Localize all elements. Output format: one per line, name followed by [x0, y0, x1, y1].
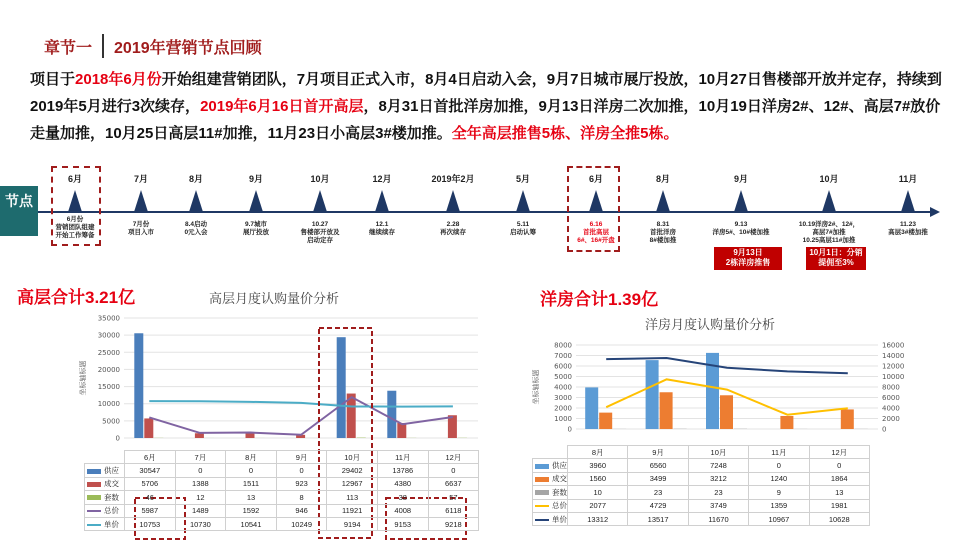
- data-label: 3960: [568, 459, 628, 472]
- chart2-title: 洋房月度认购量价分析: [645, 317, 776, 332]
- data-label: 13786: [377, 464, 428, 477]
- intro-text: ，8月31日首批洋房加推，9月13日洋房二次加推，10月19日洋房2#、12#、高层7#放价走量加推，10月25日高层11#加推，11月23日小高层3#楼加推。: [30, 98, 941, 142]
- data-label: 0: [749, 459, 809, 472]
- data-label: 46: [125, 491, 176, 504]
- data-label: 0: [809, 459, 869, 472]
- milestone-desc: 10.27 售楼部开放及 启动定存: [300, 221, 340, 244]
- highrise-summary: 高层合计3.21亿: [17, 288, 136, 307]
- data-label: 6637: [428, 477, 479, 490]
- milestone-month: 11月: [898, 174, 918, 184]
- table-row: [85, 477, 479, 490]
- x-tick-label: 8月: [226, 451, 277, 464]
- data-label: 1592: [226, 504, 277, 517]
- bar-供应: [337, 337, 346, 438]
- data-label: 10967: [749, 512, 809, 525]
- milestone-marker-icon: [189, 190, 203, 212]
- y-tick-label: 2000: [554, 404, 572, 413]
- bar-供应: [134, 333, 143, 438]
- intro-highlight: 2018年6月份: [75, 71, 162, 88]
- y-tick-label: 5000: [554, 373, 572, 381]
- x-tick-label: 10月: [327, 451, 378, 464]
- data-label: 10628: [809, 512, 869, 525]
- y-tick-label: 7000: [554, 352, 572, 360]
- milestone-month: 2019年2月: [431, 174, 475, 184]
- bar-供应: [387, 391, 396, 438]
- table-corner: [533, 446, 568, 459]
- data-label: 1388: [175, 477, 226, 490]
- data-label: 923: [276, 477, 327, 490]
- data-label: 1864: [809, 472, 869, 485]
- milestone-highlight-box: [51, 166, 101, 246]
- data-label: 1981: [809, 499, 869, 512]
- x-tick-label: 11月: [749, 446, 809, 459]
- data-label: 10249: [276, 517, 327, 530]
- table-row: [85, 491, 479, 504]
- data-label: 8: [276, 491, 327, 504]
- timeline-label: 节点: [0, 186, 38, 236]
- x-tick-label: 7月: [175, 451, 226, 464]
- milestone-10: [701, 172, 781, 236]
- y-tick-label: 20000: [97, 365, 120, 374]
- data-label: 13312: [568, 512, 628, 525]
- milestone-desc: 9.7城市 展厅投放: [243, 221, 269, 236]
- milestone-desc: 10.19洋房2#、12#， 高层7#加推 10.25高层11#加推: [798, 221, 860, 244]
- milestone-marker-icon: [313, 190, 327, 212]
- data-label: 5706: [125, 477, 176, 490]
- y-tick-label: 10000: [97, 400, 120, 409]
- data-label: 29402: [327, 464, 378, 477]
- milestone-marker-icon: [516, 190, 530, 212]
- data-label: 57: [428, 491, 479, 504]
- data-label: 946: [276, 504, 327, 517]
- bar-成交: [720, 395, 733, 429]
- y-tick-label: 15000: [97, 383, 120, 392]
- x-tick-label: 12月: [809, 446, 869, 459]
- data-label: 10730: [175, 517, 226, 530]
- bar-成交: [660, 392, 673, 429]
- y2-tick-label: 8000: [882, 383, 900, 392]
- bar-供应: [585, 387, 598, 429]
- legend-swatch: [535, 464, 549, 469]
- milestone-marker-icon: [734, 190, 748, 212]
- table-row: [85, 464, 479, 477]
- timeline-tag: 9月13日 2栋洋房推售: [714, 247, 782, 270]
- data-label: 3212: [688, 472, 748, 485]
- intro-highlight: 2019年6月16日首开高层: [200, 98, 364, 115]
- data-label: 38: [377, 491, 428, 504]
- data-label: 2077: [568, 499, 628, 512]
- y-tick-label: 5000: [102, 417, 120, 426]
- milestone-desc: 6月份 营销团队组建 开始工作筹备: [55, 216, 95, 239]
- timeline-arrow-icon: [930, 207, 940, 217]
- milestone-highlight-box: [567, 166, 620, 252]
- data-label: 113: [327, 491, 378, 504]
- milestone-marker-icon: [822, 190, 836, 212]
- legend-entry: 成交: [85, 477, 125, 490]
- bar-成交: [841, 409, 854, 429]
- chapter-label: 章节一: [44, 39, 93, 57]
- y2-tick-label: 14000: [882, 352, 905, 360]
- table-row: [533, 512, 870, 525]
- y-tick-label: 1000: [554, 415, 572, 423]
- data-label: 30547: [125, 464, 176, 477]
- data-label: 1560: [568, 472, 628, 485]
- data-label: 23: [688, 486, 748, 499]
- y-tick-label: 0: [567, 425, 572, 434]
- data-label: 10753: [125, 517, 176, 530]
- y-tick-label: 8000: [554, 341, 572, 350]
- y-tick-label: 35000: [97, 314, 120, 323]
- data-label: 1511: [226, 477, 277, 490]
- data-label: 9153: [377, 517, 428, 530]
- milestone-month: 12月: [372, 174, 392, 184]
- legend-swatch: [87, 482, 101, 487]
- y2-tick-label: 6000: [882, 394, 900, 402]
- y-tick-label: 30000: [97, 331, 120, 340]
- data-label: 4008: [377, 504, 428, 517]
- intro-highlight: 全年高层推售5栋、洋房全推5栋。: [451, 125, 679, 142]
- bar-成交: [195, 433, 204, 438]
- milestone-month: 8月: [655, 174, 670, 184]
- milestone-marker-icon: [656, 190, 670, 212]
- data-label: 6118: [428, 504, 479, 517]
- bar-成交: [599, 413, 612, 429]
- table-row: [533, 459, 870, 472]
- legend-swatch: [535, 519, 549, 521]
- x-tick-label: 11月: [377, 451, 428, 464]
- bar-成交: [780, 416, 793, 429]
- y-tick-label: 3000: [554, 394, 572, 402]
- y-tick-label: 4000: [554, 383, 572, 392]
- milestone-desc: 12.1 继续续存: [369, 221, 395, 236]
- milestone-month: 8月: [188, 174, 203, 184]
- data-label: 4729: [628, 499, 688, 512]
- table-row: [85, 504, 479, 517]
- y2-tick-label: 2000: [882, 415, 900, 423]
- y-axis-title: 坐标轴标题: [532, 369, 540, 405]
- data-label: 11921: [327, 504, 378, 517]
- milestone-month: 7月: [133, 174, 148, 184]
- milestone-desc: 8.4启动 0元入会: [184, 221, 208, 236]
- data-label: 4380: [377, 477, 428, 490]
- data-label: 1240: [749, 472, 809, 485]
- y-axis-title: 坐标轴标题: [79, 360, 87, 396]
- y2-tick-label: 16000: [882, 341, 905, 350]
- y2-tick-label: 10000: [882, 373, 905, 381]
- milestone-9: [623, 172, 703, 244]
- header-divider: [102, 34, 104, 58]
- legend-swatch: [87, 510, 101, 512]
- bar-成交: [397, 423, 406, 438]
- milestone-5: [342, 172, 422, 236]
- x-tick-label: 12月: [428, 451, 479, 464]
- x-tick-label: 10月: [688, 446, 748, 459]
- intro-text: 开始组建营销团队，7月项目正式入市，8月4日启动入会，9月7日城市展厅投放，10月27日售楼部开放并定存，持续到2019年5月进行3次续存，: [30, 71, 942, 115]
- milestone-month: 5月: [515, 174, 530, 184]
- section-header: [44, 35, 262, 57]
- data-label: 0: [276, 464, 327, 477]
- data-label: 3499: [628, 472, 688, 485]
- data-label: 9218: [428, 517, 479, 530]
- milestone-marker-icon: [446, 190, 460, 212]
- milestone-month: 10月: [819, 174, 839, 184]
- page-title: 2019年营销节点回顾: [114, 39, 262, 57]
- legend-swatch: [87, 524, 101, 526]
- milestone-month: 6月: [588, 174, 603, 184]
- bar-成交: [448, 415, 457, 438]
- table-row: [533, 486, 870, 499]
- table-corner: [85, 451, 125, 464]
- data-label: 12967: [327, 477, 378, 490]
- legend-swatch: [87, 495, 101, 500]
- y-tick-label: 25000: [97, 348, 120, 357]
- milestone-desc: 11.23 高层3#楼加推: [888, 221, 928, 236]
- milestone-desc: 6.16 首批高层 6#、16#开盘: [577, 221, 615, 244]
- chart1-data-table: [84, 450, 479, 531]
- data-label: 9: [749, 486, 809, 499]
- y-tick-label: 6000: [554, 362, 572, 371]
- data-label: 5987: [125, 504, 176, 517]
- milestone-7: [483, 172, 563, 236]
- legend-entry: 总价: [533, 499, 568, 512]
- intro-text: 项目于: [30, 71, 76, 88]
- table-row: [533, 472, 870, 485]
- milestone-6: [413, 172, 493, 236]
- milestone-12: [868, 172, 948, 236]
- x-tick-label: 8月: [568, 446, 628, 459]
- legend-entry: 单价: [533, 512, 568, 525]
- y2-tick-label: 0: [882, 425, 887, 434]
- bar-供应: [646, 360, 659, 429]
- data-label: 7248: [688, 459, 748, 472]
- milestone-month: 9月: [248, 174, 263, 184]
- data-label: 13: [226, 491, 277, 504]
- legend-entry: 供应: [533, 459, 568, 472]
- data-label: 1489: [175, 504, 226, 517]
- data-label: 10: [568, 486, 628, 499]
- legend-entry: 套数: [85, 491, 125, 504]
- milestone-month: 10月: [310, 174, 330, 184]
- milestone-desc: 2.28 再次续存: [440, 221, 466, 236]
- milestone-month: 9月: [733, 174, 748, 184]
- data-label: 1359: [749, 499, 809, 512]
- legend-entry: 总价: [85, 504, 125, 517]
- milestone-marker-icon: [375, 190, 389, 212]
- y-tick-label: 0: [115, 434, 120, 443]
- milestone-marker-icon: [249, 190, 263, 212]
- milestone-month: 6月: [67, 174, 82, 184]
- data-label: 10541: [226, 517, 277, 530]
- milestone-desc: 5.11 启动认筹: [510, 221, 536, 236]
- table-row: [85, 517, 479, 530]
- y2-tick-label: 4000: [882, 404, 900, 413]
- x-tick-label: 9月: [276, 451, 327, 464]
- chart2-data-table: [532, 445, 870, 526]
- x-tick-label: 6月: [125, 451, 176, 464]
- legend-entry: 供应: [85, 464, 125, 477]
- data-label: 11670: [688, 512, 748, 525]
- data-label: 12: [175, 491, 226, 504]
- x-tick-label: 9月: [628, 446, 688, 459]
- milestone-marker-icon: [134, 190, 148, 212]
- bar-成交: [144, 418, 153, 438]
- milestone-desc: 9.13 洋房5#、10#楼加推: [712, 221, 770, 236]
- legend-swatch: [87, 469, 101, 474]
- chart1-title: 高层月度认购量价分析: [209, 291, 340, 306]
- y2-tick-label: 12000: [882, 362, 905, 371]
- data-label: 13: [809, 486, 869, 499]
- intro-paragraph: [30, 66, 950, 147]
- milestone-marker-icon: [901, 190, 915, 212]
- data-label: 6560: [628, 459, 688, 472]
- data-label: 0: [226, 464, 277, 477]
- data-label: 0: [428, 464, 479, 477]
- timeline-tag: 10月1日：分销 提佣至3%: [806, 247, 866, 270]
- legend-entry: 套数: [533, 486, 568, 499]
- data-label: 3749: [688, 499, 748, 512]
- milestone-desc: 8.31 首批洋房 8#楼加推: [649, 221, 677, 244]
- data-label: 13517: [628, 512, 688, 525]
- legend-swatch: [535, 477, 549, 482]
- table-row: [533, 499, 870, 512]
- legend-entry: 成交: [533, 472, 568, 485]
- villa-summary: 洋房合计1.39亿: [540, 290, 659, 309]
- milestone-desc: 7月份 项目入市: [128, 221, 154, 236]
- data-label: 9194: [327, 517, 378, 530]
- milestone-11: [789, 172, 869, 244]
- legend-entry: 单价: [85, 517, 125, 530]
- legend-swatch: [535, 490, 549, 495]
- data-label: 0: [175, 464, 226, 477]
- data-label: 23: [628, 486, 688, 499]
- legend-swatch: [535, 505, 549, 507]
